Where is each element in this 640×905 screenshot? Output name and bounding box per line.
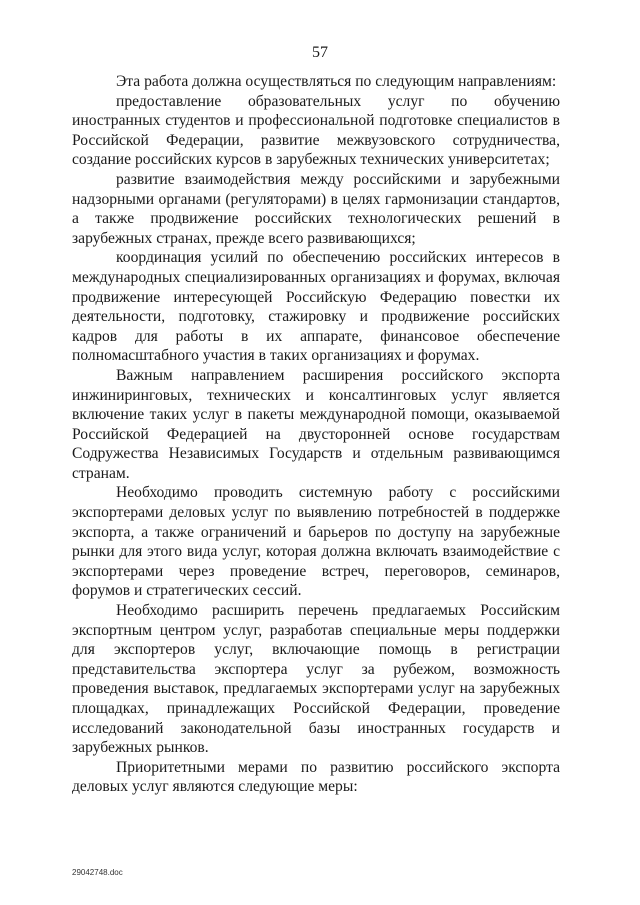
paragraph-engineering-export: Важным направлением расширения российского экспорта инжиниринговых, технических и консалтинговых услуг является включение таких услуг в пакеты международной помощи, оказываемой Российской Федерацией на двусторонней основе государствам Содружества Независимых Государств и отдельным развивающимся странам. bbox=[72, 366, 560, 482]
paragraph-regulators-cooperation: развитие взаимодействия между российскими и зарубежными надзорными органами (регуляторами) в целях гармонизации стандартов, а также продвижение российских технологических решений в зарубежных странах, прежде всего развивающихся; bbox=[72, 170, 560, 247]
paragraph-education-services: предоставление образовательных услуг по обучению иностранных студентов и профессиональной подготовке специалистов в Российской Федерации, развитие межвузовского сотрудничества, создание российских курсов в зарубежных технических университетах; bbox=[72, 92, 560, 169]
document-body bbox=[72, 72, 560, 797]
paragraph-intro: Эта работа должна осуществляться по следующим направлениям: bbox=[116, 73, 557, 90]
paragraph-priority-measures: Приоритетными мерами по развитию российского экспорта деловых услуг являются следующие меры: bbox=[72, 758, 560, 796]
footer-filename: 29042748.doc bbox=[72, 868, 123, 877]
paragraph-systematic-work: Необходимо проводить системную работу с российскими экспортерами деловых услуг по выявлению потребностей в поддержке экспорта, а также ограничений и барьеров по доступу на зарубежные рынки для этого вида услуг, которая должна включать взаимодействие с экспортерами через проведение встреч, переговоров, семинаров, форумов и стратегических сессий. bbox=[72, 484, 560, 600]
paragraph-export-center-services: Необходимо расширить перечень предлагаемых Российским экспортным центром услуг, разработав специальные меры поддержки для экспортеров услуг, включающие помощь в регистрации представительства экспортера услуг за рубежом, возможность проведения выставок, предлагаемых экспортерами услуг на зарубежных площадках, принадлежащих Российской Федерации, проведение исследований законодательной базы иностранных государств и зарубежных рынков. bbox=[72, 602, 560, 757]
paragraph-international-organizations: координация усилий по обеспечению российских интересов в международных специализированных организациях и форумах, включая продвижение интересующей Российскую Федерацию повестки их деятельности, подготовку, стажировку и продвижение российских кадров для работы в их аппарате, финансовое обеспечение полномасштабного участия в таких организациях и форумах. bbox=[72, 249, 560, 365]
page-number: 57 bbox=[312, 44, 328, 61]
